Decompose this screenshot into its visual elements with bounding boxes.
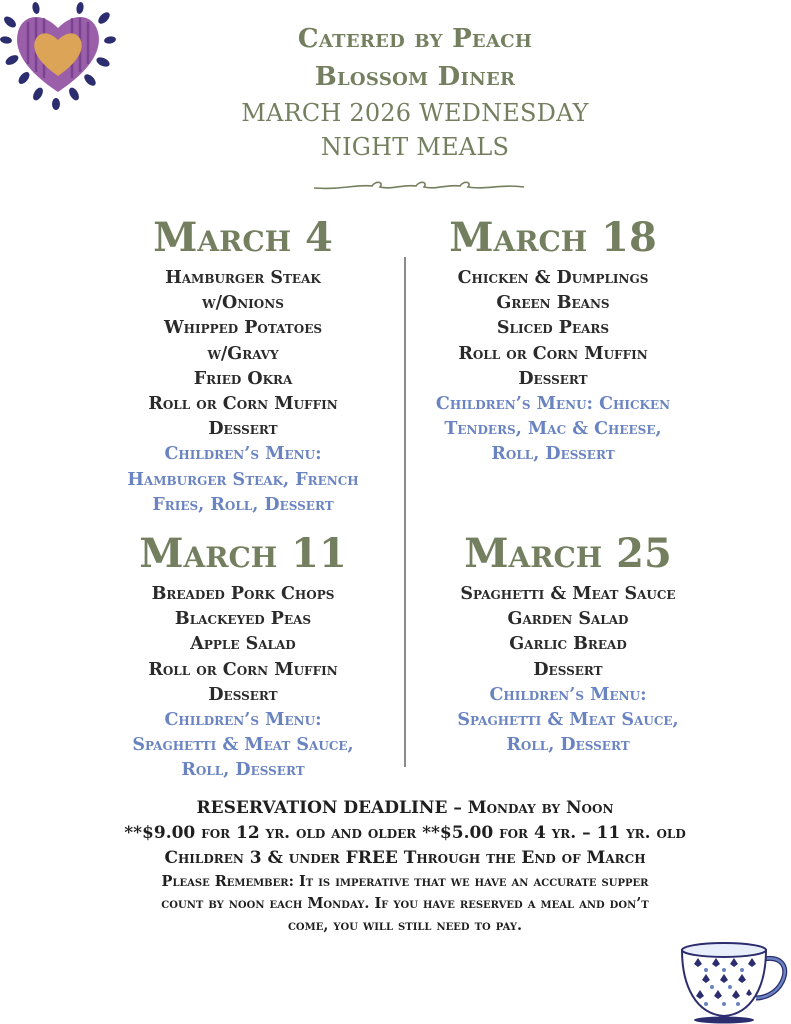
menu-item: Roll or Corn Muffin xyxy=(458,343,648,364)
menu-item: Fried Okra xyxy=(193,368,293,389)
menu-item: Blackeyed Peas xyxy=(174,609,312,630)
childrens-menu-line: Children’s Menu: xyxy=(164,710,322,731)
menu-item: Garden Salad xyxy=(507,609,629,630)
childrens-menu-line: Roll, Dessert xyxy=(491,444,615,465)
menu-item: Hamburger Steak xyxy=(165,268,321,288)
teacup-icon xyxy=(676,940,791,1024)
menu-item: Dessert xyxy=(208,684,278,705)
reminder-line: come, you will still need to pay. xyxy=(287,917,523,934)
menu-item: Dessert xyxy=(518,368,588,389)
menu-date: March 11 xyxy=(139,530,347,577)
menu-item: Sliced Pears xyxy=(496,318,610,339)
menu-date: March 4 xyxy=(153,214,333,261)
menu-item: w/Onions xyxy=(202,293,284,314)
header xyxy=(220,20,610,164)
heart-logo-icon xyxy=(0,0,118,112)
menu-item: Spaghetti & Meat Sauce xyxy=(460,584,676,604)
menu-item: Chicken & Dumplings xyxy=(457,268,649,288)
menu-march-18 xyxy=(410,214,696,468)
childrens-menu-line: Spaghetti & Meat Sauce, xyxy=(457,710,679,731)
menu-item: Apple Salad xyxy=(190,634,296,655)
childrens-menu-line: Children’s Menu: Chicken xyxy=(435,394,671,415)
reservation-info xyxy=(100,796,710,937)
menu-subtitle-line1: MARCH 2026 WEDNESDAY xyxy=(241,99,589,127)
childrens-menu-line: Roll, Dessert xyxy=(506,735,630,756)
column-divider xyxy=(404,257,406,767)
menu-date: March 18 xyxy=(449,214,657,261)
childrens-menu-line: Spaghetti & Meat Sauce, xyxy=(132,735,354,756)
menu-item: Roll or Corn Muffin xyxy=(148,659,338,680)
menu-item: Whipped Potatoes xyxy=(163,318,323,339)
menu-item: Green Beans xyxy=(496,293,610,314)
brand-name-line2: Blossom Diner xyxy=(314,62,516,92)
childrens-menu-line: Fries, Roll, Dessert xyxy=(152,494,334,515)
reservation-deadline: RESERVATION DEADLINE – Monday by Noon xyxy=(196,798,614,818)
childrens-menu-line: Children’s Menu: xyxy=(164,444,322,465)
reminder-line: count by noon each Monday. If you have reserved a meal and don’t xyxy=(161,895,649,912)
pricing-info: **$9.00 for 12 yr. old and older **$5.00 for 4 yr. – 11 yr. old xyxy=(124,823,686,843)
menu-subtitle-line2: NIGHT MEALS xyxy=(320,133,510,161)
reminder-line: Please Remember: It is imperative that we have an accurate supper xyxy=(161,873,649,890)
menu-date: March 25 xyxy=(464,530,672,577)
menu-item: Breaded Pork Chops xyxy=(151,584,335,604)
menu-item: Roll or Corn Muffin xyxy=(148,394,338,415)
menu-item: Dessert xyxy=(533,659,603,680)
brand-name-line1: Catered by Peach xyxy=(297,24,533,54)
children-free-note: Children 3 & under FREE Through the End of March xyxy=(164,848,646,868)
childrens-menu-line: Hamburger Steak, French xyxy=(127,469,359,490)
childrens-menu-line: Tenders, Mac & Cheese, xyxy=(444,419,662,440)
menu-march-4 xyxy=(90,214,396,518)
childrens-menu-line: Children’s Menu: xyxy=(489,684,647,705)
swirl-divider-icon xyxy=(312,176,526,196)
menu-item: w/Gravy xyxy=(207,343,279,364)
menu-march-11 xyxy=(90,530,396,784)
childrens-menu-line: Roll, Dessert xyxy=(181,760,305,781)
menu-march-25 xyxy=(420,530,716,758)
menu-item: Garlic Bread xyxy=(509,634,627,655)
menu-item: Dessert xyxy=(208,419,278,440)
